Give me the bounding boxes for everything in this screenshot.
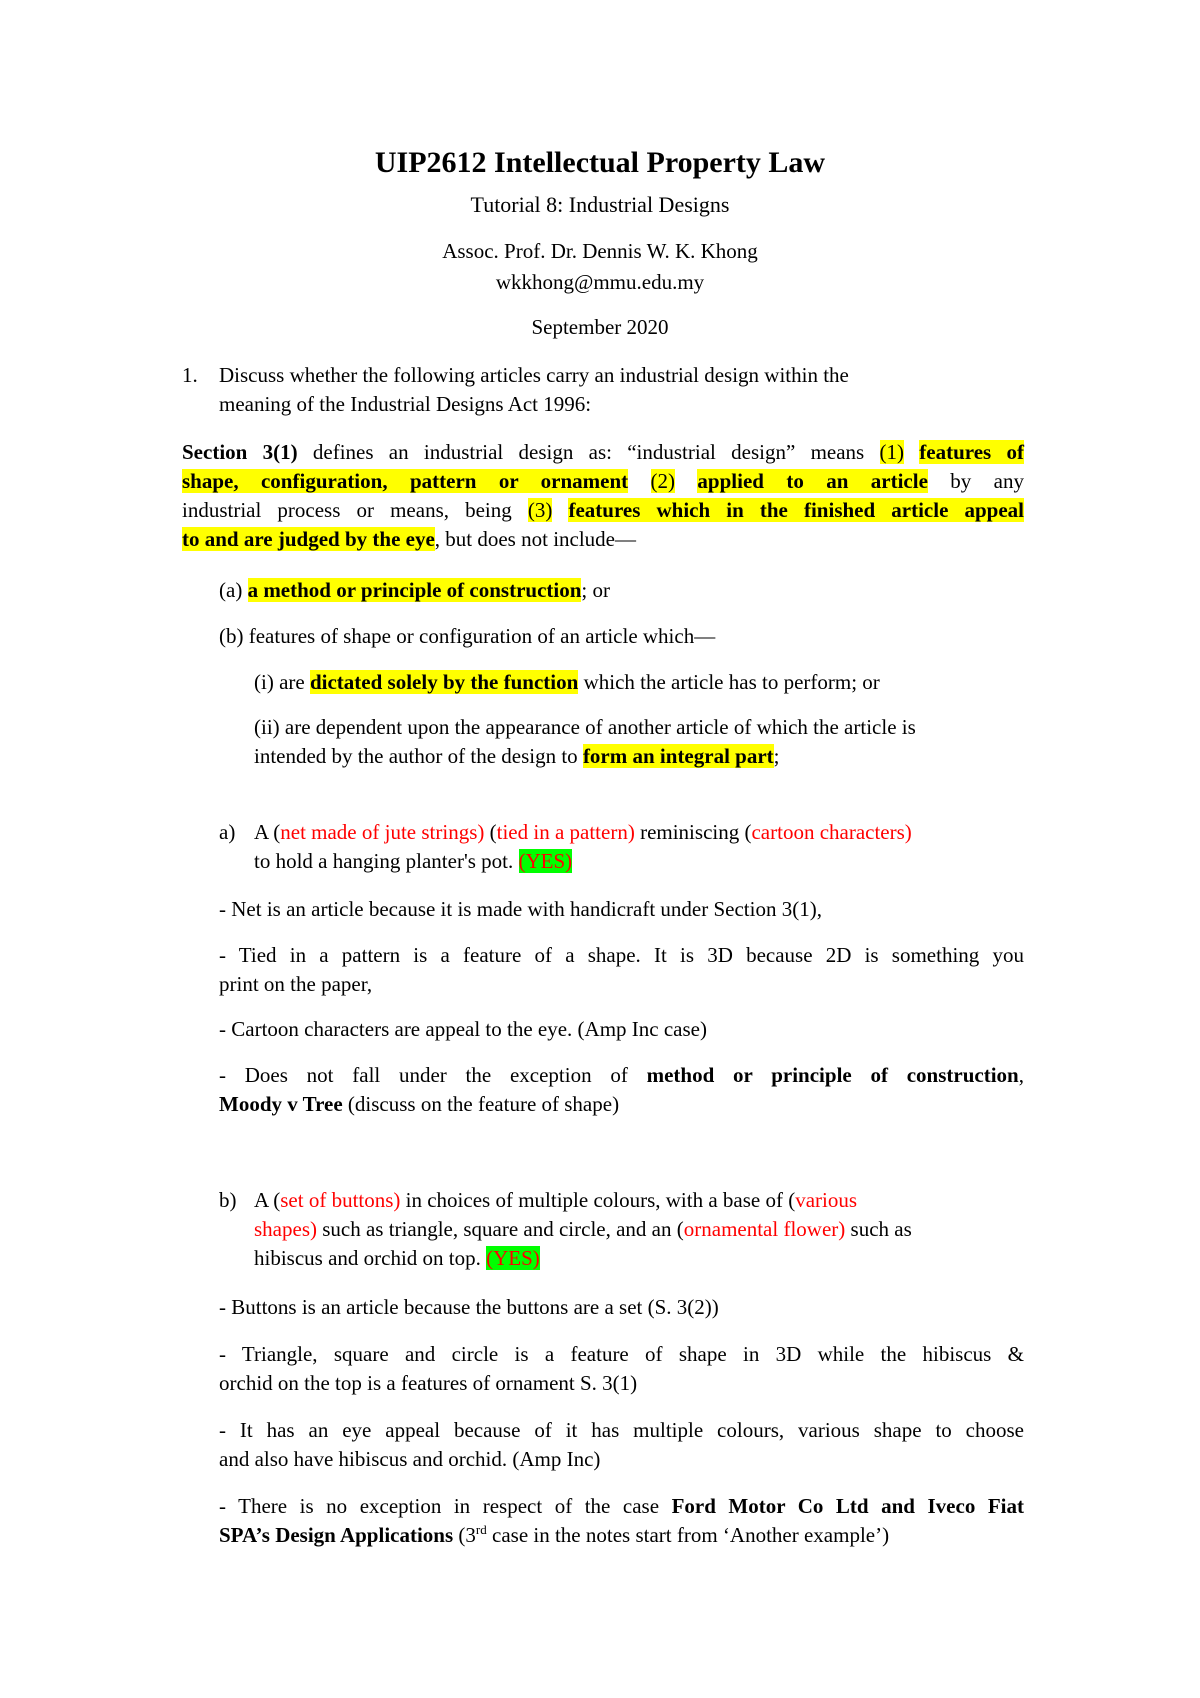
part-b-point-4 <box>219 1492 1024 1550</box>
text-run: (3 <box>453 1523 476 1547</box>
text-run: which the article has to perform; or <box>578 670 880 694</box>
exclusion-a <box>219 576 610 605</box>
answer-line: and also have hibiscus and orchid. (Amp Inc) <box>219 1447 601 1471</box>
highlight-marker: (1) <box>879 440 905 464</box>
question-line <box>254 847 912 876</box>
answer-badge: (YES) <box>518 849 573 873</box>
part-b-point-3 <box>219 1416 1024 1474</box>
definition-line <box>182 467 1024 496</box>
text-run: case in the notes start from ‘Another example’) <box>486 1523 890 1547</box>
exclusion-b <box>219 622 715 651</box>
text-run: - There is no exception in respect of the case <box>219 1494 672 1518</box>
answer-line: orchid on the top is a features of ornament S. 3(1) <box>219 1371 638 1395</box>
question-line: meaning of the Industrial Designs Act 1996: <box>219 392 592 416</box>
text-run: by any <box>927 469 1024 493</box>
text-run <box>628 469 650 493</box>
text-run: , but does not include— <box>434 527 637 551</box>
highlighted-term: features which in the finished article appeal <box>568 498 1025 522</box>
text-run: industrial process or means, being <box>182 498 528 522</box>
part-b-point-1 <box>219 1293 719 1322</box>
question-line <box>254 818 912 847</box>
text-run: ( <box>484 820 497 844</box>
text-run: ; or <box>581 578 610 602</box>
exclusion-line <box>254 742 916 771</box>
text-run: (discuss on the feature of shape) <box>342 1092 620 1116</box>
author-name: Assoc. Prof. Dr. Dennis W. K. Khong <box>442 239 758 263</box>
answer-line <box>219 1061 1024 1090</box>
text-run: in choices of multiple colours, with a base of ( <box>400 1188 796 1212</box>
author-email: wkkhong@mmu.edu.my <box>495 270 705 294</box>
highlight-marker: (3) <box>527 498 553 522</box>
case-name: Ford Motor Co Ltd and Iveco Fiat <box>671 1494 1024 1518</box>
text-run <box>904 440 919 464</box>
part-a-label: a) <box>219 820 236 844</box>
question-line <box>254 1186 912 1215</box>
text-run: such as <box>845 1217 912 1241</box>
answer-line: - Cartoon characters are appeal to the eye. (Amp Inc case) <box>219 1017 707 1041</box>
case-name: SPA’s Design Applications <box>219 1523 454 1547</box>
case-name: Moody v Tree <box>219 1092 343 1116</box>
text-run: reminiscing ( <box>634 820 752 844</box>
red-term: cartoon characters) <box>751 820 912 844</box>
ordinal-suffix: rd <box>475 1522 487 1537</box>
part-b-question <box>254 1186 912 1273</box>
text-run <box>552 498 568 522</box>
answer-line: - Net is an article because it is made with handicraft under Section 3(1), <box>219 897 822 921</box>
highlighted-term: form an integral part <box>582 744 774 768</box>
part-b-label: b) <box>219 1188 237 1212</box>
question-text <box>219 361 1019 419</box>
document-date: September 2020 <box>531 315 669 339</box>
document-title: UIP2612 Intellectual Property Law <box>374 146 826 179</box>
bold-term: method or principle of construction <box>646 1063 1019 1087</box>
text-run: A ( <box>254 820 281 844</box>
text-run: hibiscus and orchid on top. <box>254 1246 487 1270</box>
definition-line <box>182 438 1024 467</box>
exclusion-b-i <box>254 668 880 697</box>
text-run: to hold a hanging planter's pot. <box>254 849 519 873</box>
answer-line: print on the paper, <box>219 972 373 996</box>
question-line: Discuss whether the following articles carry an industrial design within the <box>219 363 849 387</box>
document-subtitle: Tutorial 8: Industrial Designs <box>470 192 730 217</box>
exclusion-line: (b) features of shape or configuration of an article which— <box>219 624 716 648</box>
text-run: (a) <box>219 578 248 602</box>
text-run <box>675 469 697 493</box>
text-run: intended by the author of the design to <box>254 744 583 768</box>
answer-line <box>219 1521 1024 1550</box>
part-a-point-2 <box>219 941 1024 999</box>
definition-line <box>182 525 1024 554</box>
highlight-marker: (2) <box>650 469 676 493</box>
red-term: ornamental flower) <box>683 1217 846 1241</box>
answer-line: - Buttons is an article because the buttons are a set (S. 3(2)) <box>219 1295 719 1319</box>
text-run: - Does not fall under the exception of <box>219 1063 647 1087</box>
text-run: (i) are <box>254 670 310 694</box>
question-line <box>254 1215 912 1244</box>
text-run: defines an industrial design as: “industrial design” means <box>297 440 880 464</box>
part-a-point-1 <box>219 895 822 924</box>
section-3-definition <box>182 438 1024 554</box>
answer-line <box>219 1090 1024 1119</box>
highlighted-term: dictated solely by the function <box>309 670 579 694</box>
exclusion-line <box>219 576 610 605</box>
part-a-question <box>254 818 912 876</box>
text-run: A ( <box>254 1188 281 1212</box>
answer-line: - Tied in a pattern is a feature of a shape. It is 3D because 2D is something you <box>219 943 1024 967</box>
text-run: , <box>1018 1063 1024 1087</box>
part-b-point-2 <box>219 1340 1024 1398</box>
answer-badge: (YES) <box>486 1246 540 1270</box>
highlighted-term: shape, configuration, pattern or ornament <box>182 469 629 493</box>
part-a-point-3 <box>219 1015 707 1044</box>
section-reference: Section 3(1) <box>182 440 298 464</box>
answer-line: - Triangle, square and circle is a feature of shape in 3D while the hibiscus & <box>219 1342 1024 1366</box>
definition-line <box>182 496 1024 525</box>
part-a-point-4 <box>219 1061 1024 1119</box>
red-term: set of buttons) <box>280 1188 401 1212</box>
red-term: various <box>795 1188 858 1212</box>
red-term: net made of jute strings) <box>280 820 485 844</box>
answer-line: - It has an eye appeal because of it has multiple colours, various shape to choose <box>219 1418 1024 1442</box>
exclusion-line: (ii) are dependent upon the appearance of another article of which the article is <box>254 715 916 739</box>
exclusion-line <box>254 668 880 697</box>
answer-line <box>219 1492 1024 1521</box>
question-line <box>254 1244 912 1273</box>
highlighted-term: applied to an article <box>697 469 928 493</box>
text-run: ; <box>773 744 780 768</box>
text-run: such as triangle, square and circle, and an ( <box>316 1217 684 1241</box>
exclusion-b-ii <box>254 713 916 771</box>
highlighted-term: features of <box>919 440 1024 464</box>
red-term: tied in a pattern) <box>496 820 635 844</box>
question-number: 1. <box>182 363 198 387</box>
highlighted-term: to and are judged by the eye <box>182 527 435 551</box>
highlighted-term: a method or principle of construction <box>247 578 582 602</box>
red-term: shapes) <box>254 1217 317 1241</box>
